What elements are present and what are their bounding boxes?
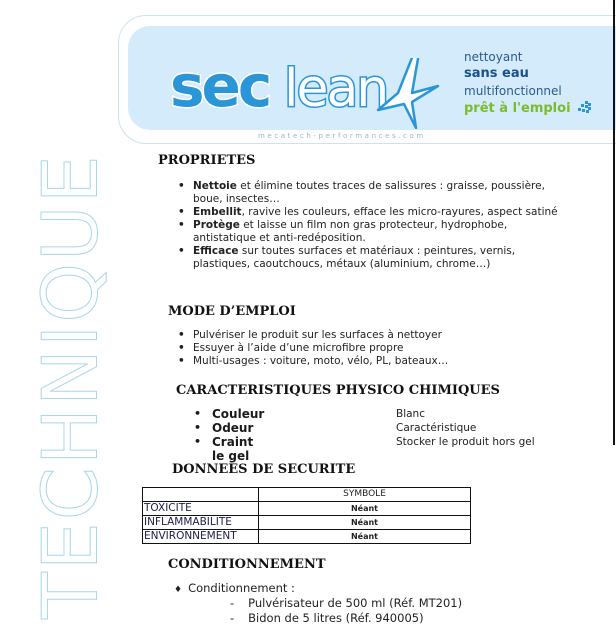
tagline-multifonctionnel: multifonctionnel [464, 84, 562, 98]
tagline-pret-text: prêt à l'emploi [464, 101, 571, 116]
securite-table [142, 487, 471, 544]
heading-caracteristiques: CARACTERISTIQUES PHYSICO CHIMIQUES [176, 383, 500, 398]
logo-lean-text: lean [284, 59, 388, 119]
heading-securite: DONNEES DE SECURITE [172, 462, 356, 477]
row-value: Néant [259, 516, 471, 530]
list-item: • Efficace sur toutes surfaces et matériaux : peintures, vernis, plastiques, caoutchoucs, métaux (aluminium, chrome…) [178, 245, 516, 270]
row-label: TOXICITE [143, 502, 259, 516]
list-item: • Pulvériser le produit sur les surfaces à nettoyer [178, 329, 442, 341]
row-label: ENVIRONNEMENT [143, 530, 259, 544]
spray-icon [575, 101, 591, 113]
table-row [143, 530, 471, 544]
row-label: INFLAMMABILITE [143, 516, 259, 530]
list-item: • Protège et laisse un film non gras protecteur, hydrophobe, antistatique et anti-redéposition. [178, 219, 508, 244]
heading-proprietes: PROPRIETES [158, 153, 256, 168]
mode-emploi-list [178, 329, 578, 368]
list-item: • Essuyer à l’aide d’une microfibre propre [178, 342, 404, 354]
heading-conditionnement: CONDITIONNEMENT [168, 557, 326, 572]
row-value: Néant [259, 530, 471, 544]
conditionnement-item: - Pulvérisateur de 500 ml (Réf. MT201) [230, 596, 463, 610]
website-url: mecatech-performances.com [258, 132, 426, 140]
table-row [143, 502, 471, 516]
list-item: • Embellit, ravive les couleurs, efface les micro-rayures, aspect satiné [178, 206, 558, 218]
heading-mode-emploi: MODE D’EMPLOI [168, 304, 296, 319]
column-header-symbole: SYMBOLE [259, 488, 471, 502]
diamond-bullet-icon: ♦ [174, 585, 183, 595]
page-border [613, 0, 615, 445]
conditionnement-item: - Bidon de 5 litres (Réf. 940005) [230, 611, 424, 625]
list-item: • Multi-usages : voiture, moto, vélo, PL, bateaux… [178, 355, 449, 367]
list-item: • Nettoie et élimine toutes traces de salissures : graisse, poussière, boue, insectes… [178, 180, 545, 205]
row-value: Néant [259, 502, 471, 516]
seclean-logo [166, 58, 446, 138]
table-row [143, 516, 471, 530]
conditionnement-block [174, 581, 463, 625]
side-title: TECHNIQUE [25, 153, 115, 619]
logo-sec-text: sec [170, 58, 270, 120]
conditionnement-intro: ♦ Conditionnement : [174, 581, 295, 595]
table-header-row [143, 488, 471, 502]
tagline-nettoyant: nettoyant [464, 50, 523, 64]
proprietes-list [178, 180, 568, 271]
tagline-pret-a-emploi [464, 101, 591, 116]
tagline-sans-eau: sans eau [464, 66, 529, 81]
